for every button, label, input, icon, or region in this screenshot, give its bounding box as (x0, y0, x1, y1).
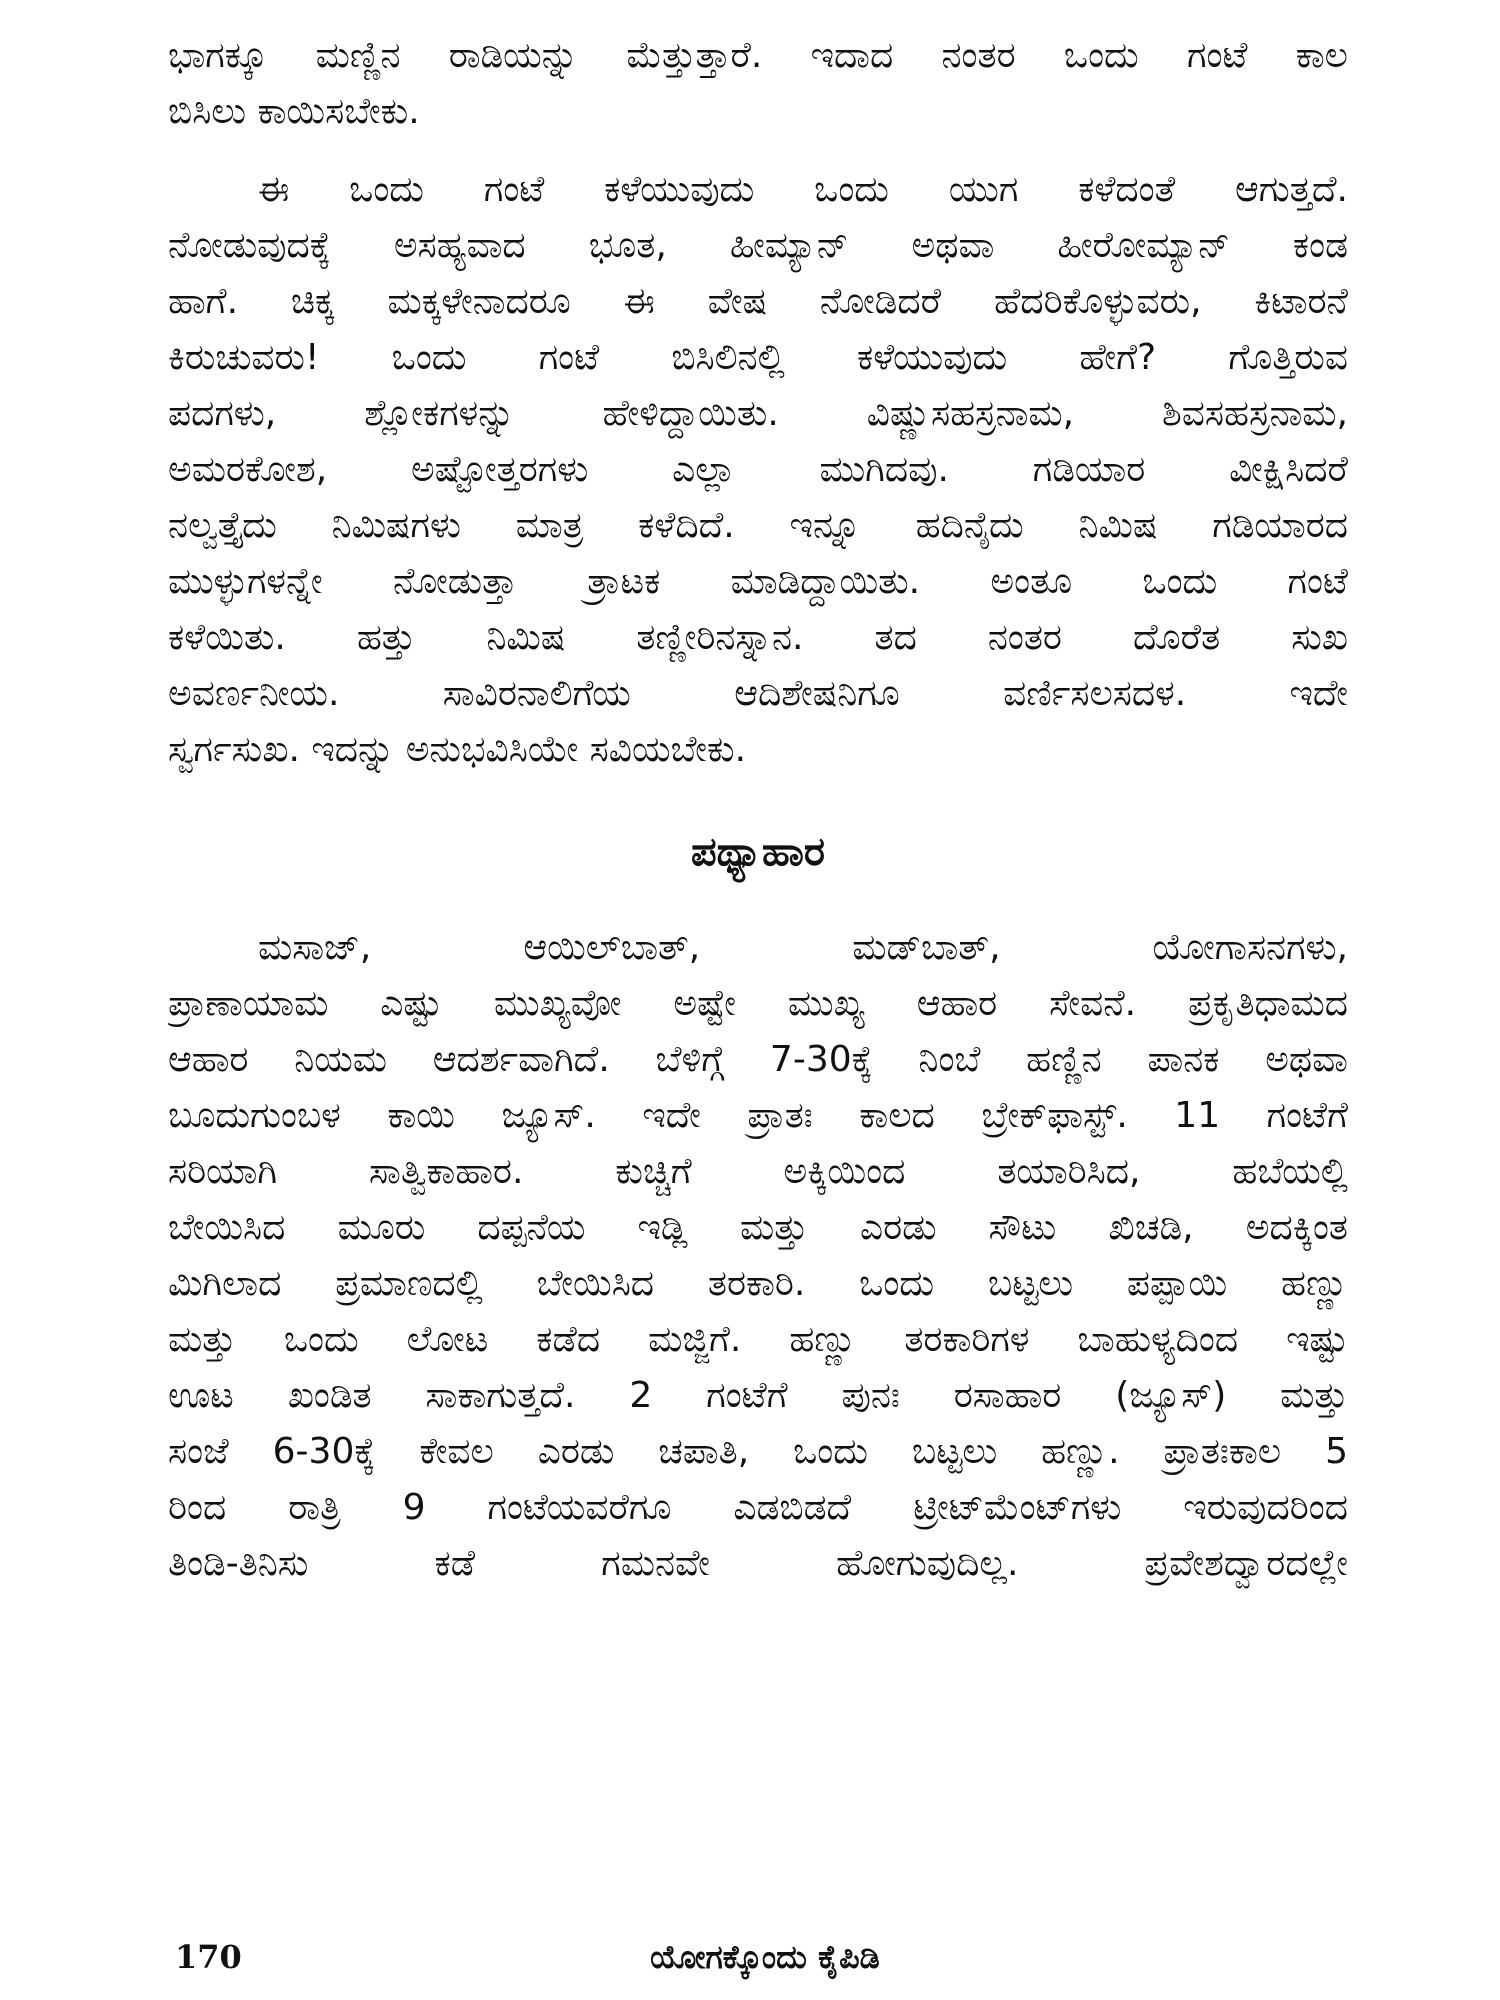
text-line: ಪ್ರಾಣಾಯಾಮ ಎಷ್ಟು ಮುಖ್ಯವೋ ಅಷ್ಟೇ ಮುಖ್ಯ ಆಹಾರ ಸೇವನೆ. ಪ್ರಕೃತಿಧಾಮದ (168, 983, 1348, 1024)
running-title: ಯೋಗಕ್ಕೊಂದು ಕೈಪಿಡಿ (650, 1938, 880, 1976)
text-line: ನೋಡುವುದಕ್ಕೆ ಅಸಹ್ಯವಾದ ಭೂತ, ಹೀಮ್ಯಾನ್ ಅಥವಾ ಹೀರೋಮ್ಯಾನ್ ಕಂಡ (168, 225, 1348, 266)
section-heading: ಪಥ್ಯಾಹಾರ (690, 829, 826, 875)
text-line: ಮುಳ್ಳುಗಳನ್ನೇ ನೋಡುತ್ತಾ ತ್ರಾಟಕ ಮಾಡಿದ್ದಾಯಿತು. ಅಂತೂ ಒಂದು ಗಂಟೆ (168, 561, 1348, 602)
text-line: ಮಿಗಿಲಾದ ಪ್ರಮಾಣದಲ್ಲಿ ಬೇಯಿಸಿದ ತರಕಾರಿ. ಒಂದು ಬಟ್ಟಲು ಪಪ್ಪಾಯಿ ಹಣ್ಣು (168, 1263, 1348, 1304)
text-line: ಮತ್ತು ಒಂದು ಲೋಟ ಕಡೆದ ಮಜ್ಜಿಗೆ. ಹಣ್ಣು ತರಕಾರಿಗಳ ಬಾಹುಳ್ಯದಿಂದ ಇಷ್ಟು (168, 1319, 1348, 1360)
text-line: ಅವರ್ಣನೀಯ. ಸಾವಿರನಾಲಿಗೆಯ ಆದಿಶೇಷನಿಗೂ ವರ್ಣಿಸಲಸದಳ. ಇದೇ (168, 673, 1348, 714)
text-line: ಸ್ವರ್ಗಸುಖ. ಇದನ್ನು ಅನುಭವಿಸಿಯೇ ಸವಿಯಬೇಕು. (168, 729, 747, 770)
text-line: ಹಾಗೆ. ಚಿಕ್ಕ ಮಕ್ಕಳೇನಾದರೂ ಈ ವೇಷ ನೋಡಿದರೆ ಹೆದರಿಕೊಳ್ಳುವರು, ಕಿಟಾರನೆ (168, 281, 1348, 322)
text-line: ಭಾಗಕ್ಕೂ ಮಣ್ಣಿನ ರಾಡಿಯನ್ನು ಮೆತ್ತುತ್ತಾರೆ. ಇದಾದ ನಂತರ ಒಂದು ಗಂಟೆ ಕಾಲ (168, 35, 1348, 76)
text-line: ಊಟ ಖಂಡಿತ ಸಾಕಾಗುತ್ತದೆ. 2 ಗಂಟೆಗೆ ಪುನಃ ರಸಾಹಾರ (ಜ್ಯೂಸ್) ಮತ್ತು (168, 1375, 1348, 1416)
text-line: ಬೂದುಗುಂಬಳ ಕಾಯಿ ಜ್ಯೂಸ್. ಇದೇ ಪ್ರಾತಃ ಕಾಲದ ಬ್ರೇಕ್‌ಫಾಸ್ಟ್. 11 ಗಂಟೆಗೆ (168, 1095, 1348, 1136)
text-line: ಬಿಸಿಲು ಕಾಯಿಸಬೇಕು. (168, 91, 420, 132)
text-line: ಆಹಾರ ನಿಯಮ ಆದರ್ಶವಾಗಿದೆ. ಬೆಳಿಗ್ಗೆ 7-30ಕ್ಕೆ ನಿಂಬೆ ಹಣ್ಣಿನ ಪಾನಕ ಅಥವಾ (168, 1039, 1348, 1080)
text-line: ನಲ್ವತ್ತೈದು ನಿಮಿಷಗಳು ಮಾತ್ರ ಕಳೆದಿದೆ. ಇನ್ನೂ ಹದಿನೈದು ನಿಮಿಷ ಗಡಿಯಾರದ (168, 505, 1348, 546)
text-line: ಕಳೆಯಿತು. ಹತ್ತು ನಿಮಿಷ ತಣ್ಣೀರಿನಸ್ನಾನ. ತದ ನಂತರ ದೊರೆತ ಸುಖ (168, 617, 1348, 658)
paragraph-1 (168, 28, 1348, 140)
text-line: ಬೇಯಿಸಿದ ಮೂರು ದಪ್ಪನೆಯ ಇಡ್ಲಿ ಮತ್ತು ಎರಡು ಸೌಟು ಖಿಚಡಿ, ಅದಕ್ಕಿಂತ (168, 1207, 1348, 1248)
text-line: ಸರಿಯಾಗಿ ಸಾತ್ವಿಕಾಹಾರ. ಕುಚ್ಚಿಗೆ ಅಕ್ಕಿಯಿಂದ ತಯಾರಿಸಿದ, ಹಬೆಯಲ್ಲಿ (168, 1151, 1348, 1192)
text-line: ಮಸಾಜ್, ಆಯಿಲ್‌ಬಾತ್, ಮಡ್‌ಬಾತ್, ಯೋಗಾಸನಗಳು, (258, 927, 1348, 968)
text-line: ರಿಂದ ರಾತ್ರಿ 9 ಗಂಟೆಯವರೆಗೂ ಎಡಬಿಡದೆ ಟ್ರೀಟ್‌ಮೆಂಟ್‌ಗಳು ಇರುವುದರಿಂದ (168, 1487, 1348, 1528)
page-footer (175, 1938, 1355, 1978)
text-line: ಕಿರುಚುವರು! ಒಂದು ಗಂಟೆ ಬಿಸಿಲಿನಲ್ಲಿ ಕಳೆಯುವುದು ಹೇಗೆ? ಗೊತ್ತಿರುವ (168, 337, 1348, 378)
text-line: ಅಮರಕೋಶ, ಅಷ್ಟೋತ್ತರಗಳು ಎಲ್ಲಾ ಮುಗಿದವು. ಗಡಿಯಾರ ವೀಕ್ಷಿಸಿದರೆ (168, 449, 1348, 490)
text-line: ತಿಂಡಿ-ತಿನಿಸು ಕಡೆ ಗಮನವೇ ಹೋಗುವುದಿಲ್ಲ. ಪ್ರವೇಶದ್ವಾರದಲ್ಲೇ (168, 1543, 1348, 1584)
paragraph-3 (168, 920, 1348, 1592)
paragraph-2 (168, 162, 1348, 778)
text-line: ಸಂಜೆ 6-30ಕ್ಕೆ ಕೇವಲ ಎರಡು ಚಪಾತಿ, ಒಂದು ಬಟ್ಟಲು ಹಣ್ಣು. ಪ್ರಾತಃಕಾಲ 5 (168, 1431, 1348, 1472)
page-number: 170 (175, 1938, 242, 1976)
text-line: ಪದಗಳು, ಶ್ಲೋಕಗಳನ್ನು ಹೇಳಿದ್ದಾಯಿತು. ವಿಷ್ಣುಸಹಸ್ರನಾಮ, ಶಿವಸಹಸ್ರನಾಮ, (168, 393, 1348, 434)
page-body (168, 28, 1348, 1592)
text-line: ಈ ಒಂದು ಗಂಟೆ ಕಳೆಯುವುದು ಒಂದು ಯುಗ ಕಳೆದಂತೆ ಆಗುತ್ತದೆ. (258, 169, 1348, 210)
